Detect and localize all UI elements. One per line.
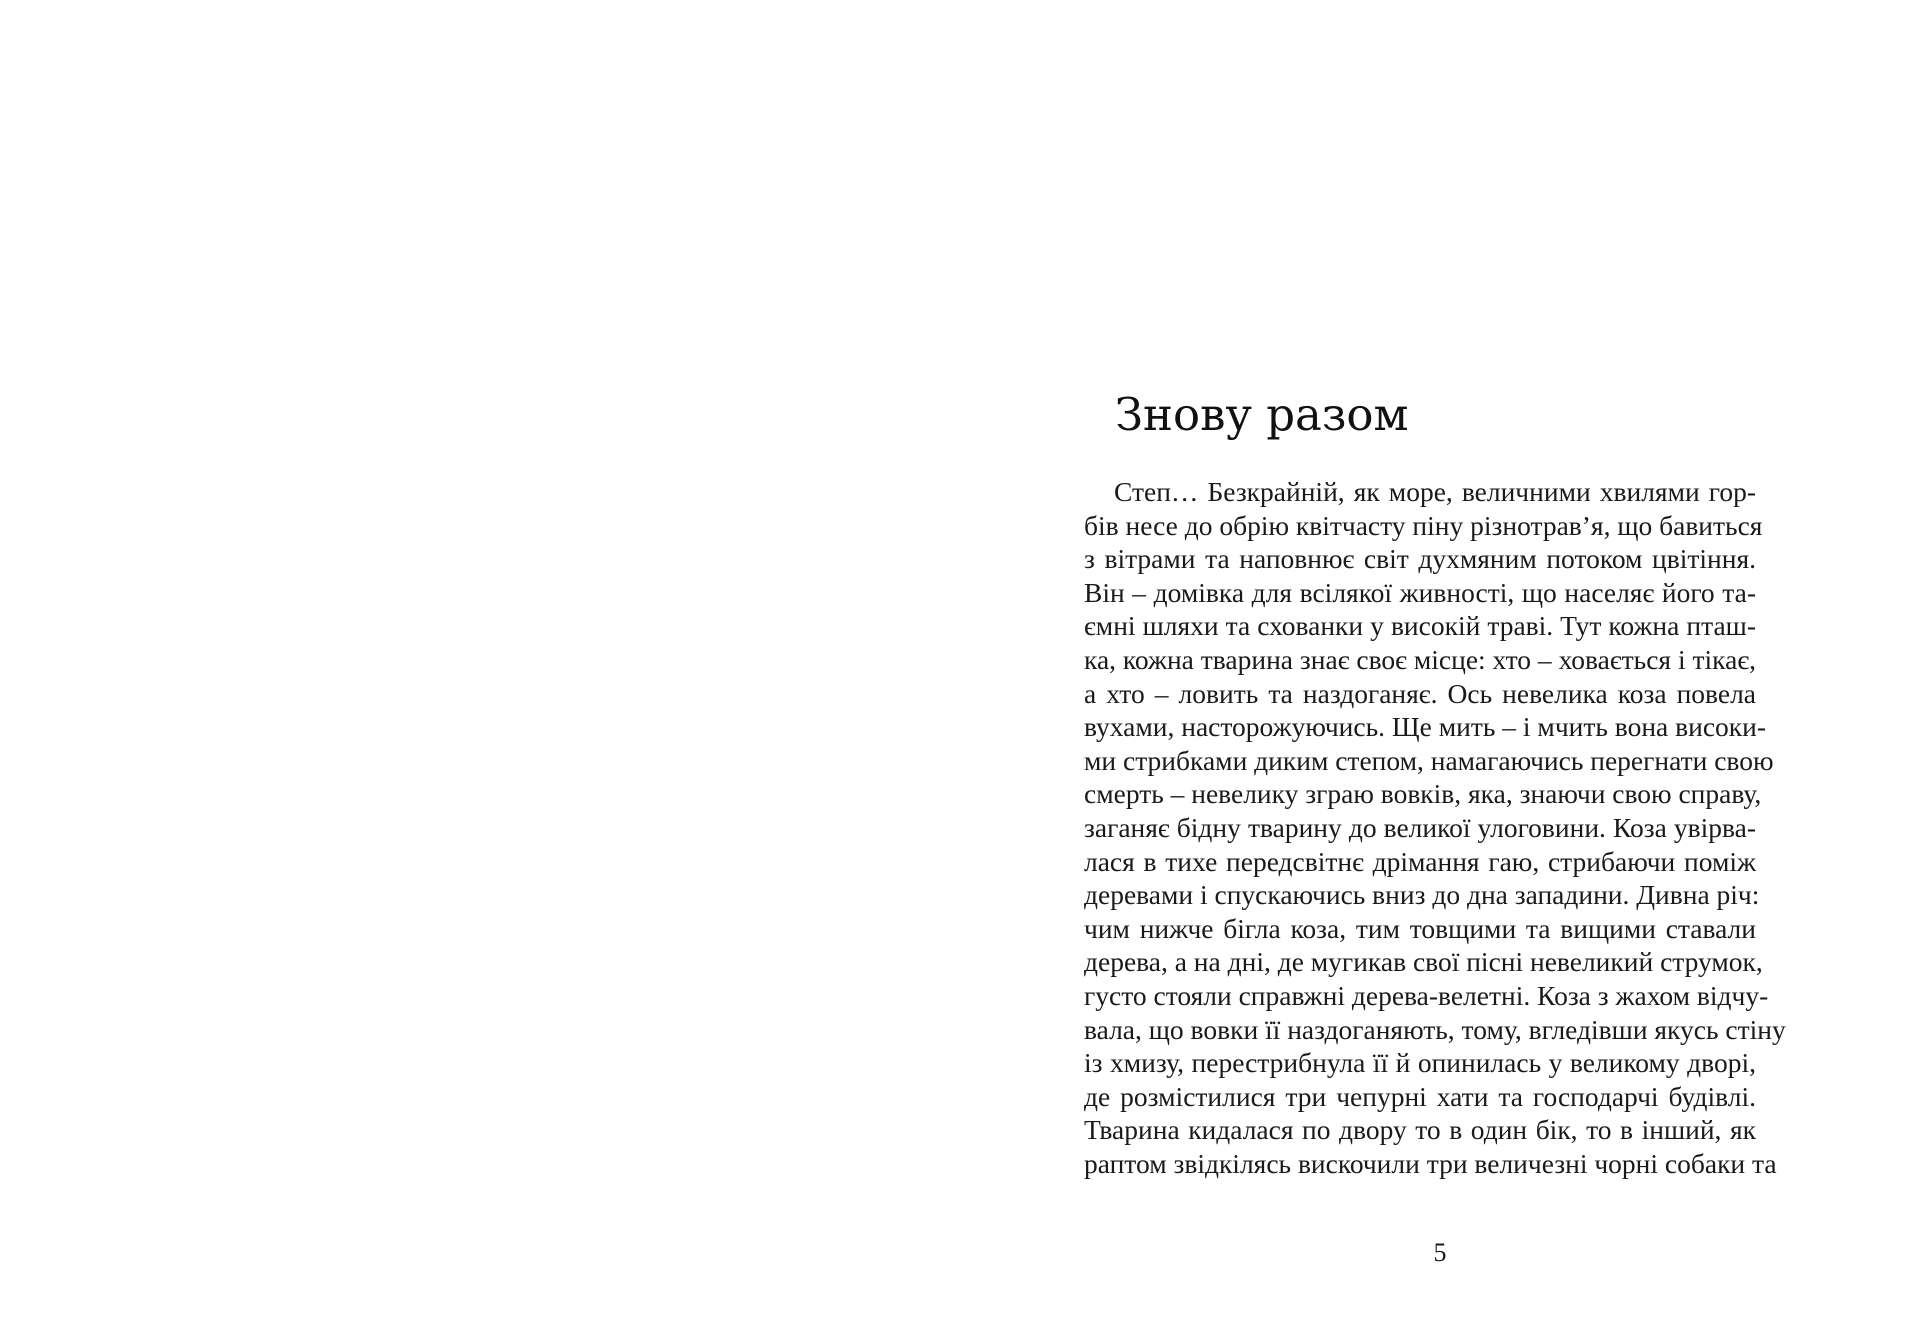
- text-line: дерева, а на дні, де мугикав свої пісні невеликий струмок,: [1084, 946, 1763, 978]
- chapter-body-text: [1084, 475, 1786, 1180]
- text-line: густо стояли справжні дерева-велетні. Коза з жахом відчу-: [1084, 979, 1769, 1011]
- text-line: з вітрами та наповнює світ духмяним потоком цвітіння.: [1084, 543, 1756, 575]
- right-page: [960, 0, 1920, 1325]
- text-line: Він – домівка для всілякої живності, що населяє його та-: [1084, 576, 1756, 608]
- text-line: вала, що вовки її наздоганяють, тому, вгледівши якусь стіну: [1084, 1013, 1786, 1045]
- text-line: деревами і спускаючись вниз до дна западини. Дивна річ:: [1084, 879, 1760, 911]
- text-line: заганяє бідну тварину до великої улоговини. Коза увірва-: [1084, 811, 1756, 843]
- chapter-title: Знову разом: [1115, 388, 1409, 441]
- text-line: чим нижче бігла коза, тим товщими та вищими ставали: [1084, 912, 1756, 944]
- text-line: лася в тихе передсвітнє дрімання гаю, стрибаючи поміж: [1084, 845, 1756, 877]
- text-line: із хмизу, перестрибнула її й опинилась у великому дворі,: [1084, 1047, 1756, 1079]
- text-line: ка, кожна тварина знає своє місце: хто – ховається і тікає,: [1084, 643, 1756, 675]
- text-line: ємні шляхи та схованки у високій траві. Тут кожна пташ-: [1084, 610, 1756, 642]
- text-line: а хто – ловить та наздоганяє. Ось невелика коза повела: [1084, 677, 1756, 709]
- text-line: ми стрибками диким степом, намагаючись перегнати свою: [1084, 744, 1774, 776]
- text-line: вухами, насторожуючись. Ще мить – і мчить вона високи-: [1084, 711, 1767, 743]
- text-line: бів несе до обрію квітчасту піну різнотрав’я, що бавиться: [1084, 509, 1763, 541]
- text-line: де розмістилися три чепурні хати та господарчі будівлі.: [1084, 1080, 1756, 1112]
- text-line: смерть – невелику зграю вовків, яка, знаючи свою справу,: [1084, 778, 1762, 810]
- page-number: 5: [1433, 1238, 1447, 1267]
- text-line: Степ… Безкрайній, як море, величними хвилями гор-: [1114, 476, 1756, 507]
- text-line: Тварина кидалася по двору то в один бік, то в інший, як: [1084, 1114, 1756, 1146]
- text-line: раптом звідкілясь вискочили три величезні чорні собаки та: [1084, 1147, 1777, 1179]
